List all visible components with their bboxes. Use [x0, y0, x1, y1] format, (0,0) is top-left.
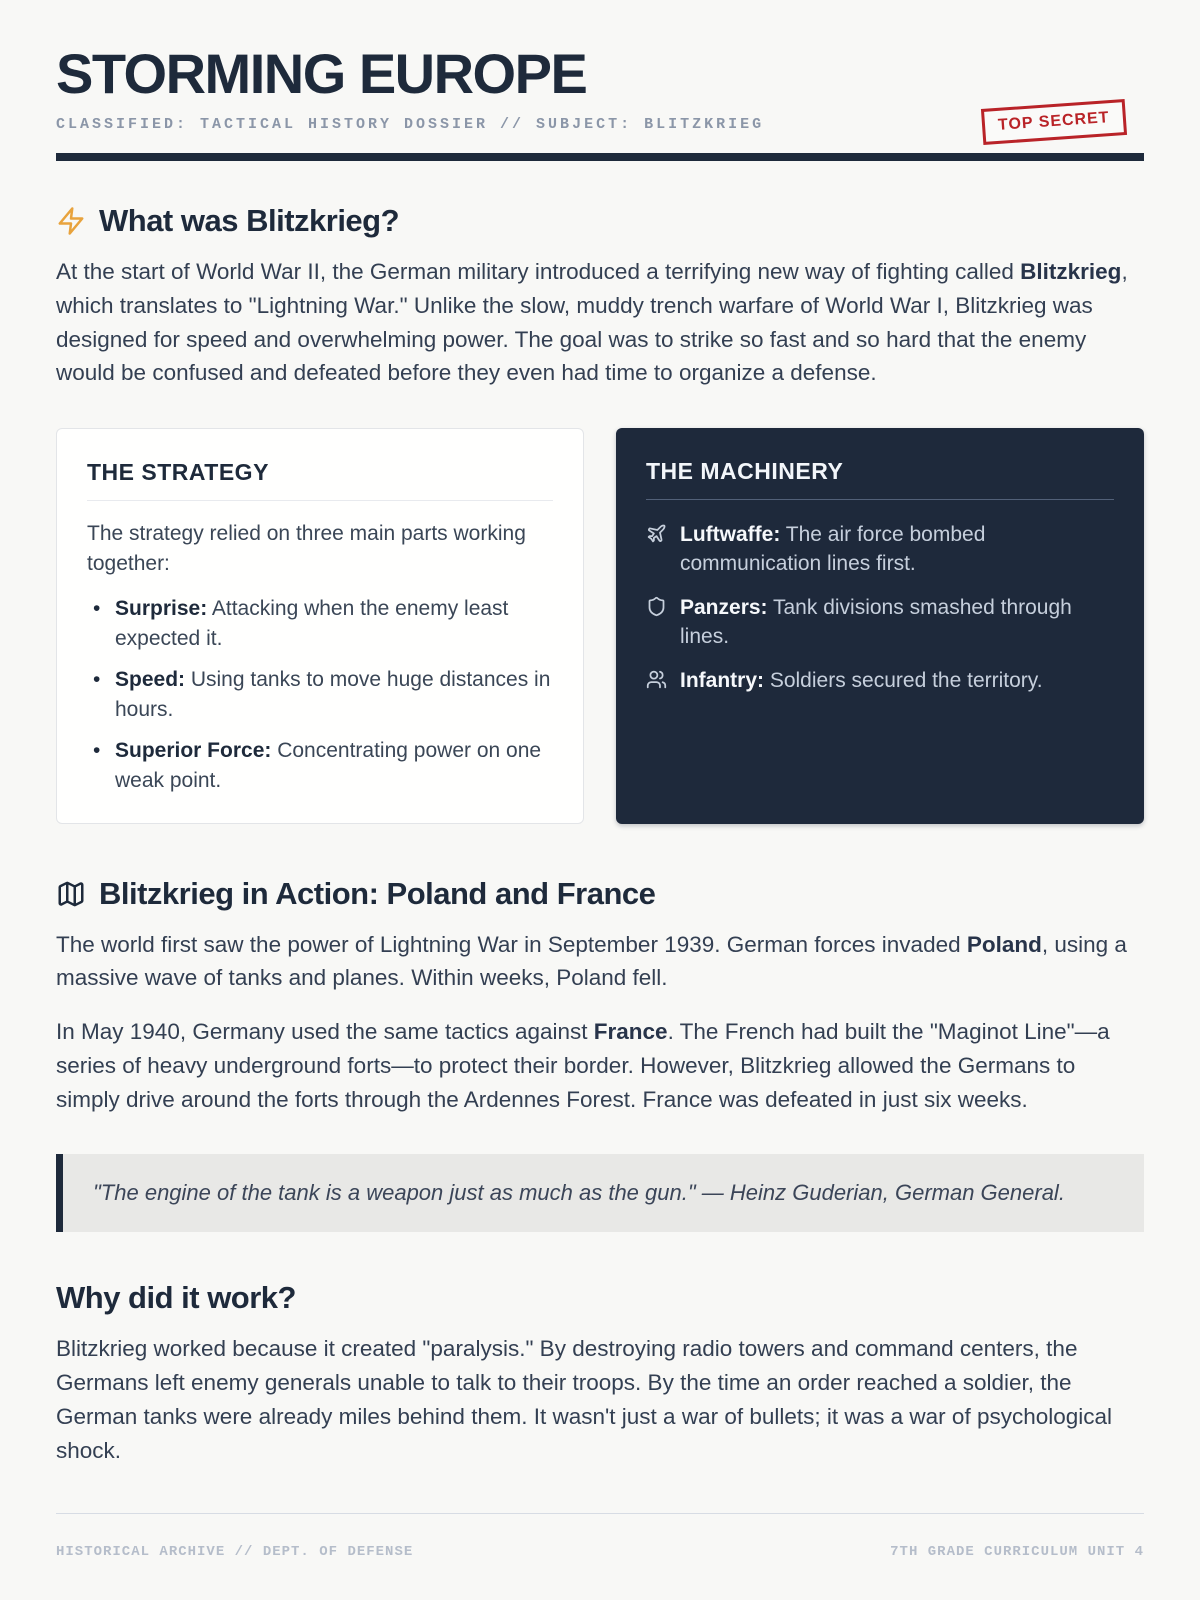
intro-paragraph-text: At the start of World War II, the German military introduced a terrifying new way of fighting called	[56, 259, 1021, 284]
document-header	[56, 42, 1144, 161]
machinery-item-label: Panzers:	[680, 595, 768, 619]
action-paragraph-text: In May 1940, Germany used the same tactics against	[56, 1019, 594, 1044]
machinery-item-text: The air force bombed communication lines first.	[680, 523, 986, 576]
users-icon	[646, 666, 667, 698]
machinery-item-text: Tank divisions smashed through lines.	[680, 595, 1072, 649]
section-heading-blitzkrieg-in-action	[56, 876, 1144, 912]
strategy-item-text: Concentrating power on one weak point.	[115, 738, 542, 793]
footer-right-text: 7TH GRADE CURRICULUM UNIT 4	[890, 1544, 1144, 1560]
blockquote: "The engine of the tank is a weapon just as much as the gun." — Heinz Guderian, German General.	[56, 1154, 1144, 1232]
machinery-list	[646, 520, 1114, 698]
strategy-item-label: Superior Force:	[115, 738, 272, 762]
classification-subtitle: CLASSIFIED: TACTICAL HISTORY DOSSIER // SUBJECT: BLITZKRIEG	[56, 116, 765, 133]
action-paragraph-1	[56, 928, 1144, 996]
section-heading-text: Blitzkrieg in Action: Poland and France	[99, 875, 656, 911]
machinery-item-content	[680, 593, 1114, 652]
action-paragraph-bold: France	[593, 1019, 668, 1044]
action-paragraph-text-2: , using a massive wave of tanks and planes. Within weeks, Poland fell.	[56, 931, 1127, 991]
strategy-card	[56, 428, 584, 824]
machinery-card-title: THE MACHINERY	[646, 458, 1114, 500]
why-paragraph: Blitzkrieg worked because it created "paralysis." By destroying radio towers and command centers, the Germans left enemy generals unable to talk to their troops. By the time an order reached a soldier, the German tanks were already miles behind them. It wasn't just a war of bullets; it was a war of psychological shock.	[56, 1336, 1113, 1463]
section-heading-text: Why did it work?	[56, 1280, 296, 1316]
shield-icon	[646, 593, 667, 652]
list-item	[87, 594, 553, 655]
footer-left-text: HISTORICAL ARCHIVE // DEPT. OF DEFENSE	[56, 1544, 414, 1560]
list-item	[646, 593, 1114, 652]
machinery-item-content	[680, 520, 1114, 579]
intro-paragraph-bold: Blitzkrieg	[1020, 259, 1122, 284]
machinery-item-text: Soldiers secured the territory.	[764, 668, 1043, 692]
document-footer	[56, 1513, 1144, 1560]
list-item	[646, 666, 1114, 698]
action-paragraph-text: The world first saw the power of Lightning War in September 1939. German forces invaded	[56, 931, 967, 957]
list-item	[87, 736, 553, 797]
strategy-item-label: Speed:	[115, 667, 186, 691]
intro-paragraph	[56, 255, 1144, 390]
strategy-card-title: THE STRATEGY	[87, 459, 553, 501]
action-paragraph-2	[56, 1015, 1144, 1116]
machinery-item-label: Infantry:	[680, 668, 764, 692]
strategy-list	[87, 594, 553, 797]
top-secret-stamp: TOP SECRET	[981, 99, 1127, 145]
intro-paragraph-text-2: , which translates to "Lightning War." Unlike the slow, muddy trench warfare of World War I, Blitzkrieg was designed for speed and overwhelming power. The goal was to strike so fast and so hard that the enemy would be confused and defeated before they even had time to organize a defense.	[56, 259, 1128, 386]
machinery-item-label: Luftwaffe:	[680, 523, 781, 546]
strategy-item-text: Using tanks to move huge distances in hours.	[115, 667, 551, 722]
map-icon	[56, 879, 86, 909]
strategy-card-intro: The strategy relied on three main parts working together:	[87, 522, 526, 576]
machinery-card	[616, 428, 1144, 824]
info-cards-row	[56, 428, 1144, 824]
page-title: STORMING EUROPE	[56, 42, 587, 105]
machinery-item-content	[680, 666, 1043, 698]
section-heading-why-did-it-work	[56, 1280, 1144, 1316]
action-paragraph-text-2: . The French had built the "Maginot Line"—a series of heavy underground forts—to protect their border. However, Blitzkrieg allowed the Germans to simply drive around the forts through the Ardennes Forest. France was defeated in just six weeks.	[56, 1019, 1110, 1112]
strategy-item-label: Surprise:	[115, 596, 208, 620]
section-heading-text: What was Blitzkrieg?	[99, 203, 400, 238]
action-paragraph-bold: Poland	[966, 931, 1042, 957]
strategy-item-text: Attacking when the enemy least expected it.	[115, 596, 509, 651]
section-heading-what-was-blitzkrieg	[56, 203, 1144, 239]
zap-icon	[56, 206, 86, 236]
header-divider	[56, 153, 1144, 161]
plane-icon	[646, 520, 667, 579]
list-item	[87, 665, 553, 726]
list-item	[646, 520, 1114, 579]
